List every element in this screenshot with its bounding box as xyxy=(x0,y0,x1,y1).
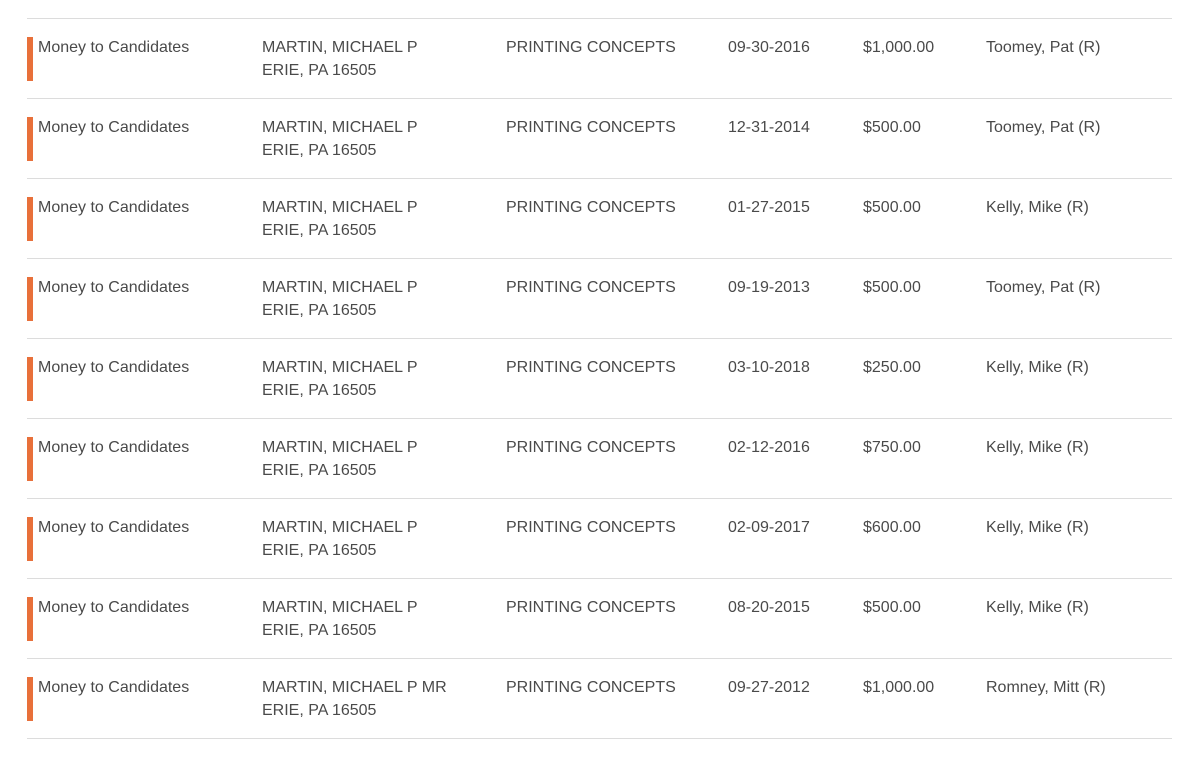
category-accent-bar xyxy=(27,277,33,321)
contributor-name: MARTIN, MICHAEL P xyxy=(262,359,418,376)
contributor-cell xyxy=(262,676,447,722)
contribution-date: 09-30-2016 xyxy=(728,39,810,56)
contribution-type: Money to Candidates xyxy=(38,199,190,216)
contributor-name: MARTIN, MICHAEL P xyxy=(262,199,418,216)
employer: PRINTING CONCEPTS xyxy=(506,119,676,136)
contribution-amount: $1,000.00 xyxy=(863,679,935,696)
contributor-name: MARTIN, MICHAEL P xyxy=(262,119,418,136)
contribution-date: 02-09-2017 xyxy=(728,519,810,536)
contributor-location: ERIE, PA 16505 xyxy=(262,622,377,639)
contribution-type: Money to Candidates xyxy=(38,679,190,696)
contribution-type: Money to Candidates xyxy=(38,439,190,456)
contribution-amount: $750.00 xyxy=(863,439,921,456)
contributor-location: ERIE, PA 16505 xyxy=(262,142,377,159)
contribution-date: 08-20-2015 xyxy=(728,599,810,616)
contribution-amount: $500.00 xyxy=(863,599,921,616)
recipient: Kelly, Mike (R) xyxy=(986,439,1089,456)
contributions-table xyxy=(27,18,1172,739)
contribution-date: 09-27-2012 xyxy=(728,679,810,696)
contribution-amount: $250.00 xyxy=(863,359,921,376)
contributor-name: MARTIN, MICHAEL P xyxy=(262,519,418,536)
contributor-location: ERIE, PA 16505 xyxy=(262,382,377,399)
employer: PRINTING CONCEPTS xyxy=(506,39,676,56)
contribution-amount: $500.00 xyxy=(863,119,921,136)
employer: PRINTING CONCEPTS xyxy=(506,599,676,616)
recipient: Romney, Mitt (R) xyxy=(986,679,1106,696)
category-accent-bar xyxy=(27,437,33,481)
contributor-name: MARTIN, MICHAEL P MR xyxy=(262,679,447,696)
table-row[interactable] xyxy=(27,419,1172,499)
contribution-type: Money to Candidates xyxy=(38,39,190,56)
contributor-name: MARTIN, MICHAEL P xyxy=(262,599,418,616)
contributor-location: ERIE, PA 16505 xyxy=(262,542,377,559)
table-row[interactable] xyxy=(27,179,1172,259)
table-row[interactable] xyxy=(27,579,1172,659)
contribution-date: 03-10-2018 xyxy=(728,359,810,376)
table-row[interactable] xyxy=(27,99,1172,179)
contributor-cell xyxy=(262,596,418,642)
category-accent-bar xyxy=(27,117,33,161)
contributor-location: ERIE, PA 16505 xyxy=(262,222,377,239)
category-accent-bar xyxy=(27,677,33,721)
contributor-name: MARTIN, MICHAEL P xyxy=(262,439,418,456)
employer: PRINTING CONCEPTS xyxy=(506,519,676,536)
contribution-date: 02-12-2016 xyxy=(728,439,810,456)
recipient: Kelly, Mike (R) xyxy=(986,359,1089,376)
recipient: Kelly, Mike (R) xyxy=(986,599,1089,616)
recipient: Toomey, Pat (R) xyxy=(986,119,1101,136)
recipient: Kelly, Mike (R) xyxy=(986,199,1089,216)
employer: PRINTING CONCEPTS xyxy=(506,279,676,296)
contributor-cell xyxy=(262,436,418,482)
contribution-amount: $1,000.00 xyxy=(863,39,935,56)
category-accent-bar xyxy=(27,517,33,561)
employer: PRINTING CONCEPTS xyxy=(506,359,676,376)
employer: PRINTING CONCEPTS xyxy=(506,679,676,696)
category-accent-bar xyxy=(27,197,33,241)
recipient: Toomey, Pat (R) xyxy=(986,39,1101,56)
table-row[interactable] xyxy=(27,259,1172,339)
recipient: Toomey, Pat (R) xyxy=(986,279,1101,296)
employer: PRINTING CONCEPTS xyxy=(506,439,676,456)
contributor-cell xyxy=(262,516,418,562)
contribution-type: Money to Candidates xyxy=(38,599,190,616)
contribution-date: 12-31-2014 xyxy=(728,119,810,136)
contributor-location: ERIE, PA 16505 xyxy=(262,702,377,719)
table-row[interactable] xyxy=(27,19,1172,99)
contribution-amount: $600.00 xyxy=(863,519,921,536)
contribution-type: Money to Candidates xyxy=(38,279,190,296)
contributor-name: MARTIN, MICHAEL P xyxy=(262,279,418,296)
contribution-type: Money to Candidates xyxy=(38,519,190,536)
contributor-cell xyxy=(262,356,418,402)
recipient: Kelly, Mike (R) xyxy=(986,519,1089,536)
contributor-name: MARTIN, MICHAEL P xyxy=(262,39,418,56)
category-accent-bar xyxy=(27,597,33,641)
contributor-cell xyxy=(262,116,418,162)
contributor-cell xyxy=(262,276,418,322)
category-accent-bar xyxy=(27,357,33,401)
table-row[interactable] xyxy=(27,339,1172,419)
table-row[interactable] xyxy=(27,659,1172,739)
contribution-date: 01-27-2015 xyxy=(728,199,810,216)
contribution-type: Money to Candidates xyxy=(38,359,190,376)
contribution-type: Money to Candidates xyxy=(38,119,190,136)
contributor-location: ERIE, PA 16505 xyxy=(262,462,377,479)
employer: PRINTING CONCEPTS xyxy=(506,199,676,216)
table-row[interactable] xyxy=(27,499,1172,579)
contributor-cell xyxy=(262,196,418,242)
contributor-cell xyxy=(262,36,418,82)
contributor-location: ERIE, PA 16505 xyxy=(262,302,377,319)
contributor-location: ERIE, PA 16505 xyxy=(262,62,377,79)
contribution-amount: $500.00 xyxy=(863,199,921,216)
contribution-date: 09-19-2013 xyxy=(728,279,810,296)
contribution-amount: $500.00 xyxy=(863,279,921,296)
category-accent-bar xyxy=(27,37,33,81)
